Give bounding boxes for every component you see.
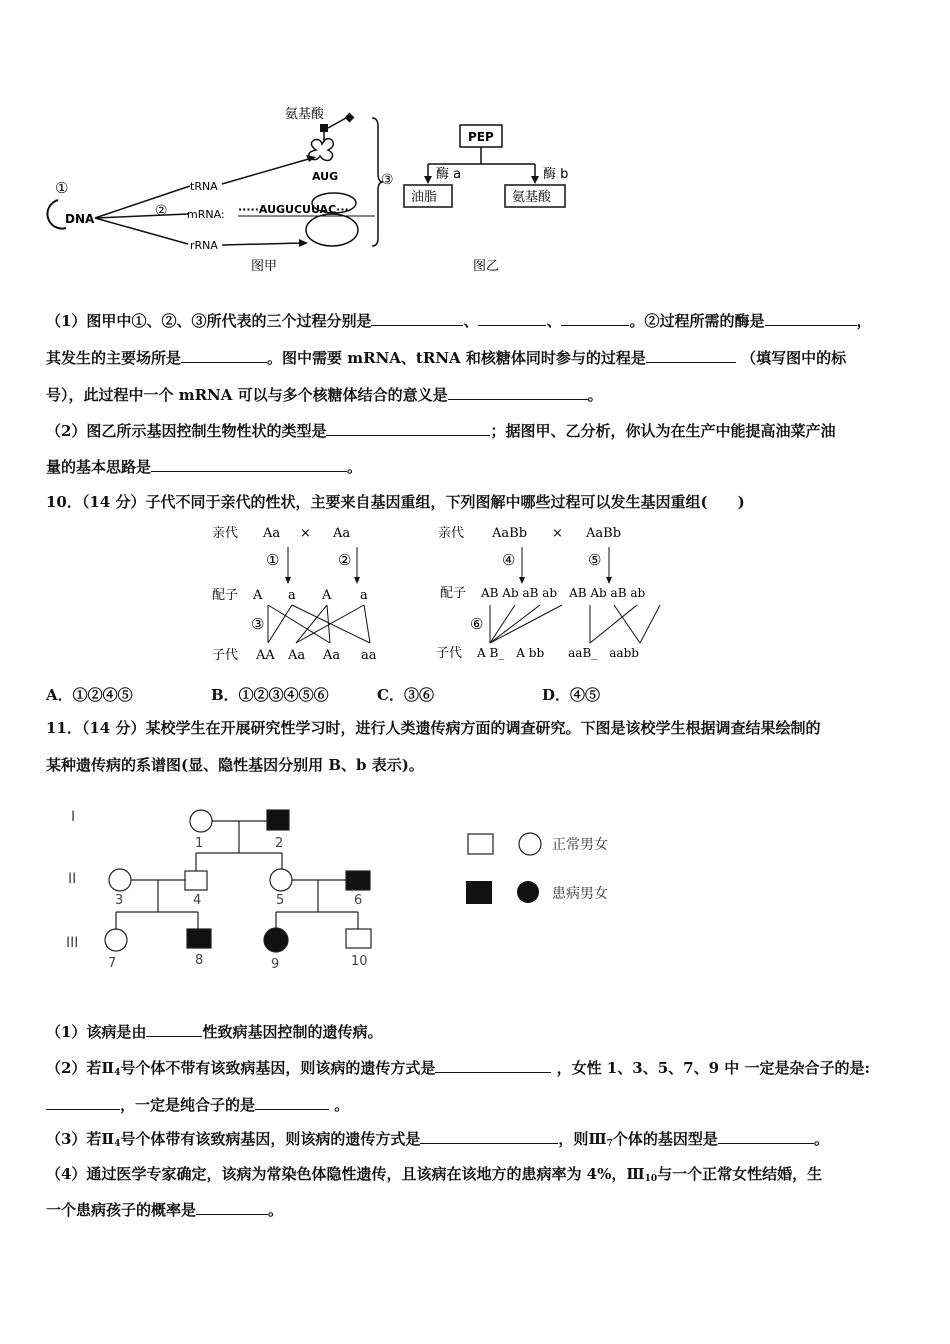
pedigree-legend	[466, 833, 608, 904]
oil-label: 油脂	[411, 190, 438, 205]
dna-label: DNA	[65, 212, 95, 226]
offspring-label: 子代	[212, 648, 239, 663]
gamete-label: 配子	[440, 586, 467, 601]
q9-line-1: （1）图甲中①、②、③所代表的三个过程分别是 、 、 。②过程所需的酶是 ，	[46, 312, 872, 330]
offspring: aa	[361, 648, 377, 663]
legend-normal-label: 正常男女	[552, 837, 608, 853]
figure-jia	[47, 107, 393, 274]
male-normal	[185, 871, 207, 890]
gamete: A	[253, 588, 263, 603]
process-5: ⑤	[588, 551, 602, 569]
male-affected	[346, 871, 370, 890]
female-normal	[105, 929, 127, 951]
blank[interactable]	[255, 1095, 329, 1110]
gametes: AB Ab aB ab AB Ab aB ab	[481, 586, 646, 600]
blank[interactable]	[196, 1200, 268, 1215]
offspring-label: 子代	[436, 646, 463, 661]
offspring: A B_ A bb aaB_ aabb	[477, 646, 639, 660]
amino-acid-label: 氨基酸	[285, 107, 325, 122]
parent-label: 亲代	[438, 526, 465, 541]
individual-number: 7	[108, 956, 117, 971]
option-a[interactable]: A．①②④⑤	[46, 686, 133, 704]
enzyme-b: 酶 b	[543, 167, 569, 182]
ribosome-large	[306, 214, 358, 246]
individual-number: 8	[195, 953, 204, 968]
male-affected	[267, 810, 289, 830]
parent-1: AaBb	[492, 526, 528, 541]
female-affected	[264, 928, 288, 952]
pedigree-chart	[0, 795, 950, 985]
option-b[interactable]: B．①②③④⑤⑥	[211, 686, 329, 704]
cross-left	[212, 525, 377, 663]
offspring: Aa	[288, 648, 306, 663]
blank[interactable]	[765, 311, 857, 326]
female-normal	[109, 869, 131, 891]
individual-number: 9	[271, 957, 280, 972]
rrna-label: rRNA	[190, 239, 218, 252]
q11-part-4: （4）通过医学专家确定，该病为常染色体隐性遗传，且该病在该地方的患病率为 4%，$Ⅲ_{10}$与一个正常女性结婚，生	[46, 1165, 823, 1184]
offspring: Aa	[323, 648, 341, 663]
process-3: ③	[251, 615, 265, 633]
individual-number: 10	[351, 954, 368, 969]
figure-yi	[404, 125, 568, 274]
q10-stem: 10．（14 分）子代不同于亲代的性状，主要来自基因重组，下列图解中哪些过程可以发生基因重组( )	[46, 493, 745, 511]
generation-label: I	[71, 809, 76, 825]
individual-number: 4	[193, 893, 202, 908]
individual-number: 6	[354, 893, 363, 908]
cross-right	[436, 525, 660, 661]
q9-line-3: 号），此过程中一个 mRNA 可以与多个核糖体结合的意义是 。	[46, 386, 603, 404]
cross-sign: ×	[552, 526, 563, 541]
male-affected	[187, 929, 211, 948]
female-normal	[270, 869, 292, 891]
gamete: a	[360, 588, 368, 603]
process-2: ②	[338, 551, 352, 569]
circle-2: ②	[155, 203, 168, 219]
generation-label: II	[68, 871, 77, 887]
gamete-label: 配子	[212, 588, 239, 603]
q9-line-2: 其发生的主要场所是 。图中需要 mRNA、tRNA 和核糖体同时参与的过程是 （填写图中的标	[46, 349, 847, 367]
process-4: ④	[502, 551, 516, 569]
legend-ill-label: 患病男女	[552, 886, 608, 902]
trna-label: tRNA	[190, 180, 218, 193]
blank[interactable]	[371, 311, 463, 326]
process-1: ①	[266, 551, 280, 569]
q9-line-5: 量的基本思路是 。	[46, 458, 363, 476]
blank[interactable]	[435, 1058, 551, 1073]
enzyme-a: 酶 a	[436, 167, 462, 182]
q9-line-4: （2）图乙所示基因控制生物性状的类型是 ；据图甲、乙分析，你认为在生产中能提高油菜产油	[46, 422, 836, 440]
cross-sign: ×	[300, 526, 311, 541]
option-c[interactable]: C．③⑥	[377, 686, 434, 704]
q11-part-2: （2）若$Ⅱ_4$号个体不带有该致病基因，则该病的遗传方式是 ，女性 1、3、5、7、9 中 一定是杂合子的是:	[46, 1059, 870, 1078]
legend-male-affected	[466, 881, 492, 904]
process-6: ⑥	[470, 615, 484, 633]
q11-part-1: （1）该病是由 性致病基因控制的遗传病。	[46, 1023, 383, 1041]
individual-number: 1	[195, 836, 204, 851]
blank[interactable]	[561, 311, 629, 326]
blank[interactable]	[181, 348, 267, 363]
parent-2: Aa	[333, 526, 351, 541]
individual-number: 5	[276, 893, 285, 908]
individual-number: 3	[115, 893, 124, 908]
parent-2: AaBb	[586, 526, 622, 541]
figure-jia-yi	[0, 0, 950, 290]
female-normal	[190, 810, 212, 832]
blank[interactable]	[478, 311, 546, 326]
q10-diagram	[0, 515, 950, 670]
caption-yi: 图乙	[473, 259, 500, 274]
q11-stem-1: 11．（14 分）某校学生在开展研究性学习时，进行人类遗传病方面的调查研究。下图是该校学生根据调查结果绘制的	[46, 719, 821, 737]
blank[interactable]	[646, 348, 736, 363]
blank[interactable]	[151, 457, 347, 472]
blank[interactable]	[146, 1022, 202, 1037]
blank[interactable]	[46, 1095, 120, 1110]
blank[interactable]	[326, 421, 490, 436]
mrna-label: mRNA:	[187, 208, 225, 221]
mrna-sequence: ·····AUGUCUUAC···	[238, 203, 349, 216]
cross-lines-left	[268, 605, 370, 643]
amino-acid-diamond	[345, 113, 355, 123]
q11-part-2b: ，一定是纯合子的是 。	[46, 1095, 906, 1115]
blank[interactable]	[718, 1129, 814, 1144]
q11-stem-2: 某种遗传病的系谱图(显、隐性基因分别用 B、b 表示)。	[46, 756, 424, 774]
cross-lines-right	[490, 605, 660, 643]
generation-label: III	[66, 935, 79, 951]
pep-label: PEP	[468, 130, 494, 144]
blank[interactable]	[420, 1129, 558, 1144]
gamete: a	[288, 588, 296, 603]
q11-part-3: （3）若$Ⅱ_4$号个体带有该致病基因，则该病的遗传方式是 ，则$Ⅲ_7$个体的基因型是 。	[46, 1130, 829, 1149]
q11-part-4b: 一个患病孩子的概率是 。	[46, 1201, 284, 1219]
option-d[interactable]: D．④⑤	[542, 686, 601, 704]
legend-female-normal	[519, 833, 541, 855]
amino-acid-square	[320, 124, 328, 132]
aug-label: AUG	[312, 170, 339, 183]
legend-female-affected	[517, 881, 539, 903]
offspring: AA	[256, 648, 275, 663]
individual-number: 2	[275, 836, 284, 851]
caption-jia: 图甲	[251, 259, 278, 274]
parent-label: 亲代	[212, 526, 239, 541]
circle-1: ①	[55, 179, 69, 197]
blank[interactable]	[448, 385, 588, 400]
male-normal	[346, 929, 371, 948]
amino-label: 氨基酸	[512, 190, 552, 205]
gamete: A	[322, 588, 332, 603]
legend-male-normal	[468, 834, 493, 854]
parent-1: Aa	[263, 526, 281, 541]
circle-3: ③	[381, 172, 394, 188]
